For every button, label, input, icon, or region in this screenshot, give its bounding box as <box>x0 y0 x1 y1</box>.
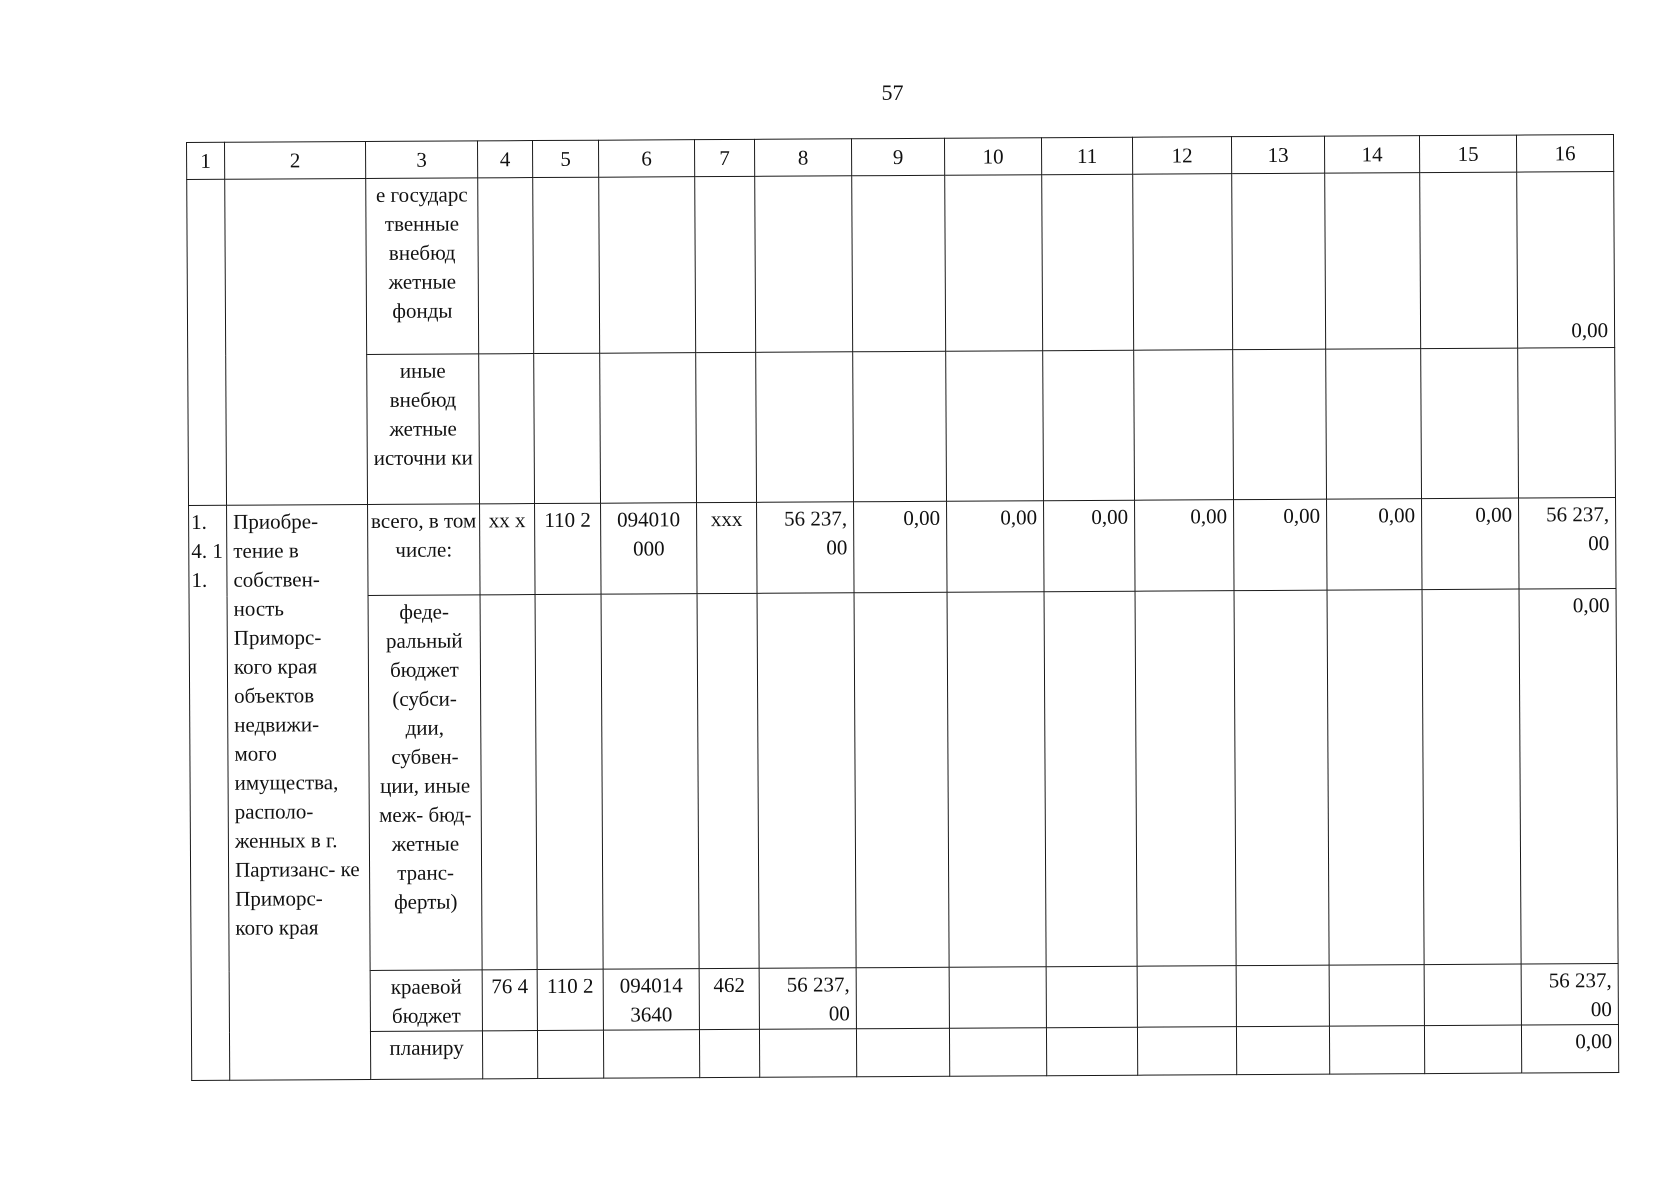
column-header: 13 <box>1231 136 1324 174</box>
table-cell <box>1326 349 1422 500</box>
table-cell: 56 237, 00 <box>759 968 856 1030</box>
table-cell <box>1233 349 1327 500</box>
column-header: 15 <box>1419 135 1516 173</box>
table-row <box>187 172 1615 356</box>
table-cell <box>853 351 947 502</box>
table-cell <box>535 594 603 969</box>
table-cell <box>1327 590 1424 966</box>
table-cell <box>1046 1027 1137 1076</box>
table-cell <box>854 592 949 968</box>
table-cell <box>1518 348 1616 499</box>
table-cell <box>537 1030 603 1078</box>
table-cell <box>1421 348 1519 499</box>
table-cell: 0,00 <box>1519 589 1618 965</box>
table-cell <box>478 178 534 354</box>
column-header: 3 <box>366 141 478 179</box>
table-row <box>191 964 1618 1033</box>
table-cell <box>1329 965 1424 1027</box>
table-cell <box>759 1029 856 1078</box>
table-cell: 0,00 <box>1327 499 1423 591</box>
table-cell <box>856 1028 949 1077</box>
table-cell <box>599 177 696 354</box>
table-cell <box>946 351 1044 502</box>
table-cell <box>1424 964 1521 1026</box>
table-cell <box>1043 350 1135 501</box>
column-header: 2 <box>225 141 366 179</box>
table-cell: планиру <box>370 1031 482 1080</box>
table-row <box>188 348 1616 506</box>
table-cell <box>534 353 601 503</box>
table-cell <box>1232 173 1326 350</box>
table-cell: 110 2 <box>537 969 603 1030</box>
table-cell <box>696 352 757 502</box>
table-cell <box>1137 1027 1236 1076</box>
table-cell: 0,00 <box>1234 499 1328 591</box>
column-header: 1 <box>187 142 225 179</box>
column-header: 6 <box>598 140 694 178</box>
column-header: 16 <box>1516 135 1613 173</box>
table-cell <box>1236 1026 1329 1075</box>
table-cell <box>949 967 1046 1029</box>
table-cell <box>1137 966 1236 1028</box>
table-cell <box>533 177 600 353</box>
table-cell: 0,00 <box>1044 500 1136 592</box>
table-cell <box>1046 966 1137 1028</box>
table-cell <box>1044 591 1137 967</box>
table-cell: 56 237, 00 <box>757 502 855 594</box>
table-cell: краевой бюджет <box>370 970 482 1032</box>
table-cell: е государс твенные внебюд жетные фонды <box>366 178 479 355</box>
column-header: 5 <box>532 140 598 177</box>
table-cell: 094014 3640 <box>603 969 699 1031</box>
table-cell <box>949 1028 1046 1077</box>
table-row <box>191 1025 1618 1081</box>
page-number: 57 <box>881 80 904 105</box>
table-cell <box>1236 965 1329 1027</box>
table-cell: феде- ральный бюджет (субси- дии, субвен- ции, иные меж- бюд- жетные транс- ферты) <box>368 595 482 971</box>
table-cell <box>187 179 227 505</box>
table-cell: 76 4 <box>482 970 537 1031</box>
table-cell <box>1042 174 1134 351</box>
column-header: 4 <box>477 141 532 178</box>
table-cell: 0,00 <box>1521 1025 1618 1074</box>
table-cell <box>756 352 854 503</box>
table-cell: 0,00 <box>1517 172 1615 349</box>
table-cell <box>755 176 853 353</box>
table-cell: иные внебюд жетные источни ки <box>367 354 480 505</box>
column-header: 7 <box>694 139 754 176</box>
column-header: 9 <box>851 138 944 176</box>
table-cell <box>603 1030 699 1079</box>
column-header: 11 <box>1041 137 1132 175</box>
table-cell <box>1424 1025 1521 1074</box>
table-cell <box>1422 589 1521 965</box>
table-cell <box>225 178 368 505</box>
column-header: 14 <box>1324 136 1419 174</box>
table-cell <box>482 1031 537 1079</box>
budget-table <box>186 134 1619 1081</box>
table-cell: 462 <box>699 968 759 1029</box>
table-cell: ххх <box>697 502 758 593</box>
table-cell <box>699 1029 759 1077</box>
table-cell <box>479 354 535 504</box>
table-cell <box>1234 590 1329 966</box>
table-cell: 110 2 <box>535 503 602 594</box>
table-cell <box>601 594 699 970</box>
table-cell <box>480 595 537 970</box>
table-cell: хх х <box>480 504 536 595</box>
table-cell <box>852 175 946 352</box>
column-header: 8 <box>754 139 851 177</box>
table-cell <box>1135 591 1236 967</box>
table-cell: 0,00 <box>947 501 1045 593</box>
row-number: 1. 4. 1 1. <box>189 505 230 1080</box>
table-cell: 56 237, 00 <box>1519 498 1617 590</box>
table-cell: 56 237, 00 <box>1521 964 1618 1026</box>
table-cell <box>697 593 759 968</box>
table-cell: всего, в том числе: <box>368 504 481 596</box>
table-cell <box>856 967 949 1029</box>
item-description: Приобре- тение в собствен- ность Приморс- кого края объектов недвижи- мого имущества, располо- женных в г. Партизанс- ке Приморс- кого края <box>227 504 371 1080</box>
table-cell <box>1325 173 1421 350</box>
table-cell <box>1329 1026 1424 1075</box>
table-cell <box>947 592 1046 968</box>
table-cell <box>1420 172 1518 349</box>
table-cell <box>1134 350 1234 501</box>
table-cell <box>695 176 756 352</box>
table-cell: 0,00 <box>854 501 948 593</box>
column-header: 10 <box>944 138 1041 176</box>
table-cell <box>600 353 697 504</box>
table-cell: 0,00 <box>1422 498 1520 590</box>
table-row <box>189 498 1616 597</box>
table-cell: 094010 000 <box>601 503 698 595</box>
table-cell <box>945 175 1043 352</box>
table-row <box>189 589 1618 972</box>
table-cell <box>757 593 856 969</box>
table-cell: 0,00 <box>1135 500 1235 592</box>
table-cell <box>1133 174 1233 351</box>
column-header: 12 <box>1132 137 1231 175</box>
